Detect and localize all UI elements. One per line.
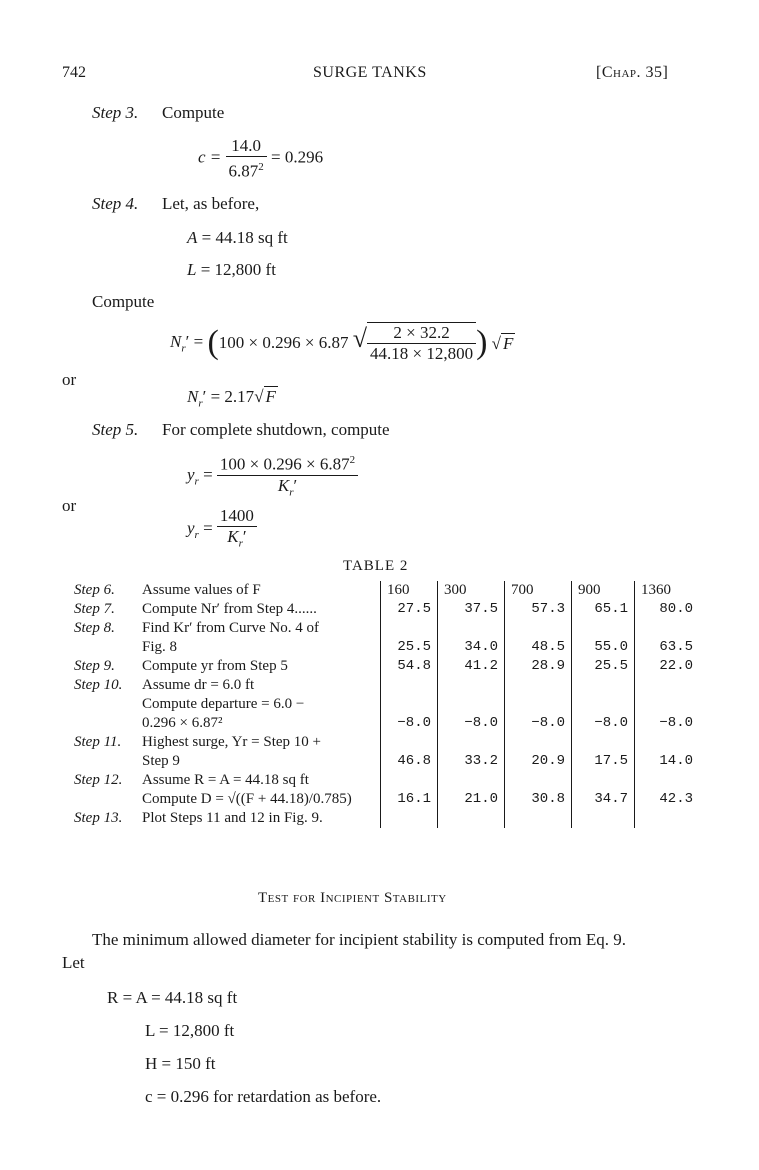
table-cell: 22.0 xyxy=(635,657,700,676)
table-cell xyxy=(381,619,438,638)
table-cell xyxy=(635,771,700,790)
table-cell xyxy=(381,733,438,752)
table-cell: 27.5 xyxy=(381,600,438,619)
table-cell xyxy=(505,809,572,828)
table-row xyxy=(74,619,699,638)
page-number: 742 xyxy=(62,64,86,81)
table-cell: 14.0 xyxy=(635,752,700,771)
section-title: Test for Incipient Stability xyxy=(258,890,447,906)
yr-result: $y_r$ = $\frac{1400}{K_r'}$ xyxy=(187,506,257,553)
c-lhs: c = xyxy=(198,147,222,167)
table-row xyxy=(74,714,699,733)
table-row xyxy=(74,733,699,752)
table-cell xyxy=(381,695,438,714)
step3-text: Compute xyxy=(162,103,225,122)
table-cell: 21.0 xyxy=(438,790,505,809)
table-cell: −8.0 xyxy=(381,714,438,733)
table-row xyxy=(74,790,699,809)
table-cell xyxy=(505,695,572,714)
c-denominator: 6.87$^2$ xyxy=(226,156,267,182)
table-cell: 80.0 xyxy=(635,600,700,619)
table-cell: 25.5 xyxy=(572,657,635,676)
table-cell xyxy=(505,676,572,695)
table-cell: 30.8 xyxy=(505,790,572,809)
sqrt-term: √ $\frac{2 \times 32.2}{44.18 \times 12,800}$ xyxy=(353,322,476,364)
table-cell xyxy=(572,695,635,714)
step5-text: For complete shutdown, compute xyxy=(162,420,390,439)
c-fraction xyxy=(226,136,267,182)
row-label: Step 9. Compute yr from Step 5 xyxy=(74,658,288,674)
final-h: H = 150 ft xyxy=(145,1054,216,1073)
c-result: = 0.296 xyxy=(271,147,324,167)
chapter-label: [Chap. 35] xyxy=(596,64,669,81)
table-cell: −8.0 xyxy=(572,714,635,733)
nr-result: $N_r' = 2.17√$ F xyxy=(187,387,276,410)
table-cell xyxy=(572,771,635,790)
table-cell: 28.9 xyxy=(505,657,572,676)
row-label: 0.296 × 6.87² xyxy=(142,715,223,731)
table-cell: 42.3 xyxy=(635,790,700,809)
table-cell: 48.5 xyxy=(505,638,572,657)
length-line: L = 12,800 ft xyxy=(187,260,276,279)
step4-text: Let, as before, xyxy=(162,194,260,213)
table-cell: −8.0 xyxy=(505,714,572,733)
table-cell xyxy=(438,733,505,752)
table-cell: −8.0 xyxy=(635,714,700,733)
table-row xyxy=(74,809,699,828)
table-caption: TABLE 2 xyxy=(343,558,409,574)
table-cell: 34.7 xyxy=(572,790,635,809)
yr-equation: $y_r$ = $\frac{100 \times 0.296 \times 6.87^2}{K_r'}$ xyxy=(187,450,358,502)
table-cell xyxy=(572,619,635,638)
let-text: Let xyxy=(62,953,85,972)
table-cell xyxy=(438,771,505,790)
step3-label: Step 3. xyxy=(92,103,139,122)
step4-label: Step 4. xyxy=(92,194,139,213)
table-cell xyxy=(572,809,635,828)
running-title: SURGE TANKS xyxy=(313,64,427,81)
table-2 xyxy=(74,581,699,828)
row-label: Step 6. Assume values of F xyxy=(74,582,261,598)
row-label: Step 7. Compute Nr′ from Step 4...... xyxy=(74,601,317,617)
table-cell xyxy=(635,733,700,752)
area-line: A = 44.18 sq ft xyxy=(187,228,288,247)
final-c: c = 0.296 for retardation as before. xyxy=(145,1087,382,1106)
table-cell xyxy=(635,619,700,638)
row-label: Compute departure = 6.0 − xyxy=(142,696,305,712)
table-cell xyxy=(438,676,505,695)
table-cell: 34.0 xyxy=(438,638,505,657)
table-cell xyxy=(381,809,438,828)
step5-label: Step 5. xyxy=(92,420,139,439)
row-label: Fig. 8 xyxy=(142,639,178,655)
table-row xyxy=(74,657,699,676)
nr-equation: $N_r' = (100 \times 0.296 \times 6.87$ √ $\frac{2 \times 32.2}{44.18 \times 12,800}$ ) √ F xyxy=(170,323,514,363)
table-cell xyxy=(505,771,572,790)
table-cell xyxy=(635,676,700,695)
table-cell xyxy=(572,676,635,695)
row-label: Step 10. Assume dr = 6.0 ft xyxy=(74,677,255,693)
or-1: or xyxy=(62,370,77,389)
table-cell: −8.0 xyxy=(438,714,505,733)
step3-equation xyxy=(198,136,323,182)
table-cell: 65.1 xyxy=(572,600,635,619)
row-label: Compute D = √((F + 44.18)/0.785) xyxy=(142,791,352,807)
table-cell xyxy=(438,809,505,828)
table-cell xyxy=(635,695,700,714)
table-cell: 63.5 xyxy=(635,638,700,657)
table-cell xyxy=(505,733,572,752)
row-label: Step 8. Find Kr′ from Curve No. 4 of xyxy=(74,620,320,636)
table-cell: 41.2 xyxy=(438,657,505,676)
c-numerator: 14.0 xyxy=(231,136,262,155)
table-cell: 700 xyxy=(505,581,572,600)
table-cell: 160 xyxy=(381,581,438,600)
table-cell xyxy=(438,695,505,714)
table-cell: 25.5 xyxy=(381,638,438,657)
table-cell xyxy=(438,619,505,638)
table-cell: 900 xyxy=(572,581,635,600)
table-cell xyxy=(381,676,438,695)
table-cell: 20.9 xyxy=(505,752,572,771)
row-label: Step 11. Highest surge, Yr = Step 10 + xyxy=(74,734,321,750)
table-row xyxy=(74,638,699,657)
table-cell: 300 xyxy=(438,581,505,600)
table-row xyxy=(74,676,699,695)
table-cell: 54.8 xyxy=(381,657,438,676)
final-r: R = A = 44.18 sq ft xyxy=(107,988,238,1007)
table-cell: 16.1 xyxy=(381,790,438,809)
final-l: L = 12,800 ft xyxy=(145,1021,235,1040)
row-label: Step 9 xyxy=(142,753,180,769)
table-cell xyxy=(505,619,572,638)
or-2: or xyxy=(62,496,77,515)
table-cell: 1360 xyxy=(635,581,700,600)
compute-text: Compute xyxy=(92,292,155,311)
table-cell: 55.0 xyxy=(572,638,635,657)
table-cell xyxy=(635,809,700,828)
table-row xyxy=(74,752,699,771)
row-label: Step 13. Plot Steps 11 and 12 in Fig. 9. xyxy=(74,810,323,826)
table-row xyxy=(74,771,699,790)
table-row xyxy=(74,581,699,600)
paragraph: The minimum allowed diameter for incipient stability is computed from Eq. 9. xyxy=(92,930,626,949)
table-cell: 17.5 xyxy=(572,752,635,771)
table-cell xyxy=(572,733,635,752)
table-row xyxy=(74,695,699,714)
table-cell: 46.8 xyxy=(381,752,438,771)
row-label: Step 12. Assume R = A = 44.18 sq ft xyxy=(74,772,309,788)
table-cell: 37.5 xyxy=(438,600,505,619)
table-row xyxy=(74,600,699,619)
table-cell: 57.3 xyxy=(505,600,572,619)
table-cell xyxy=(381,771,438,790)
table-cell: 33.2 xyxy=(438,752,505,771)
